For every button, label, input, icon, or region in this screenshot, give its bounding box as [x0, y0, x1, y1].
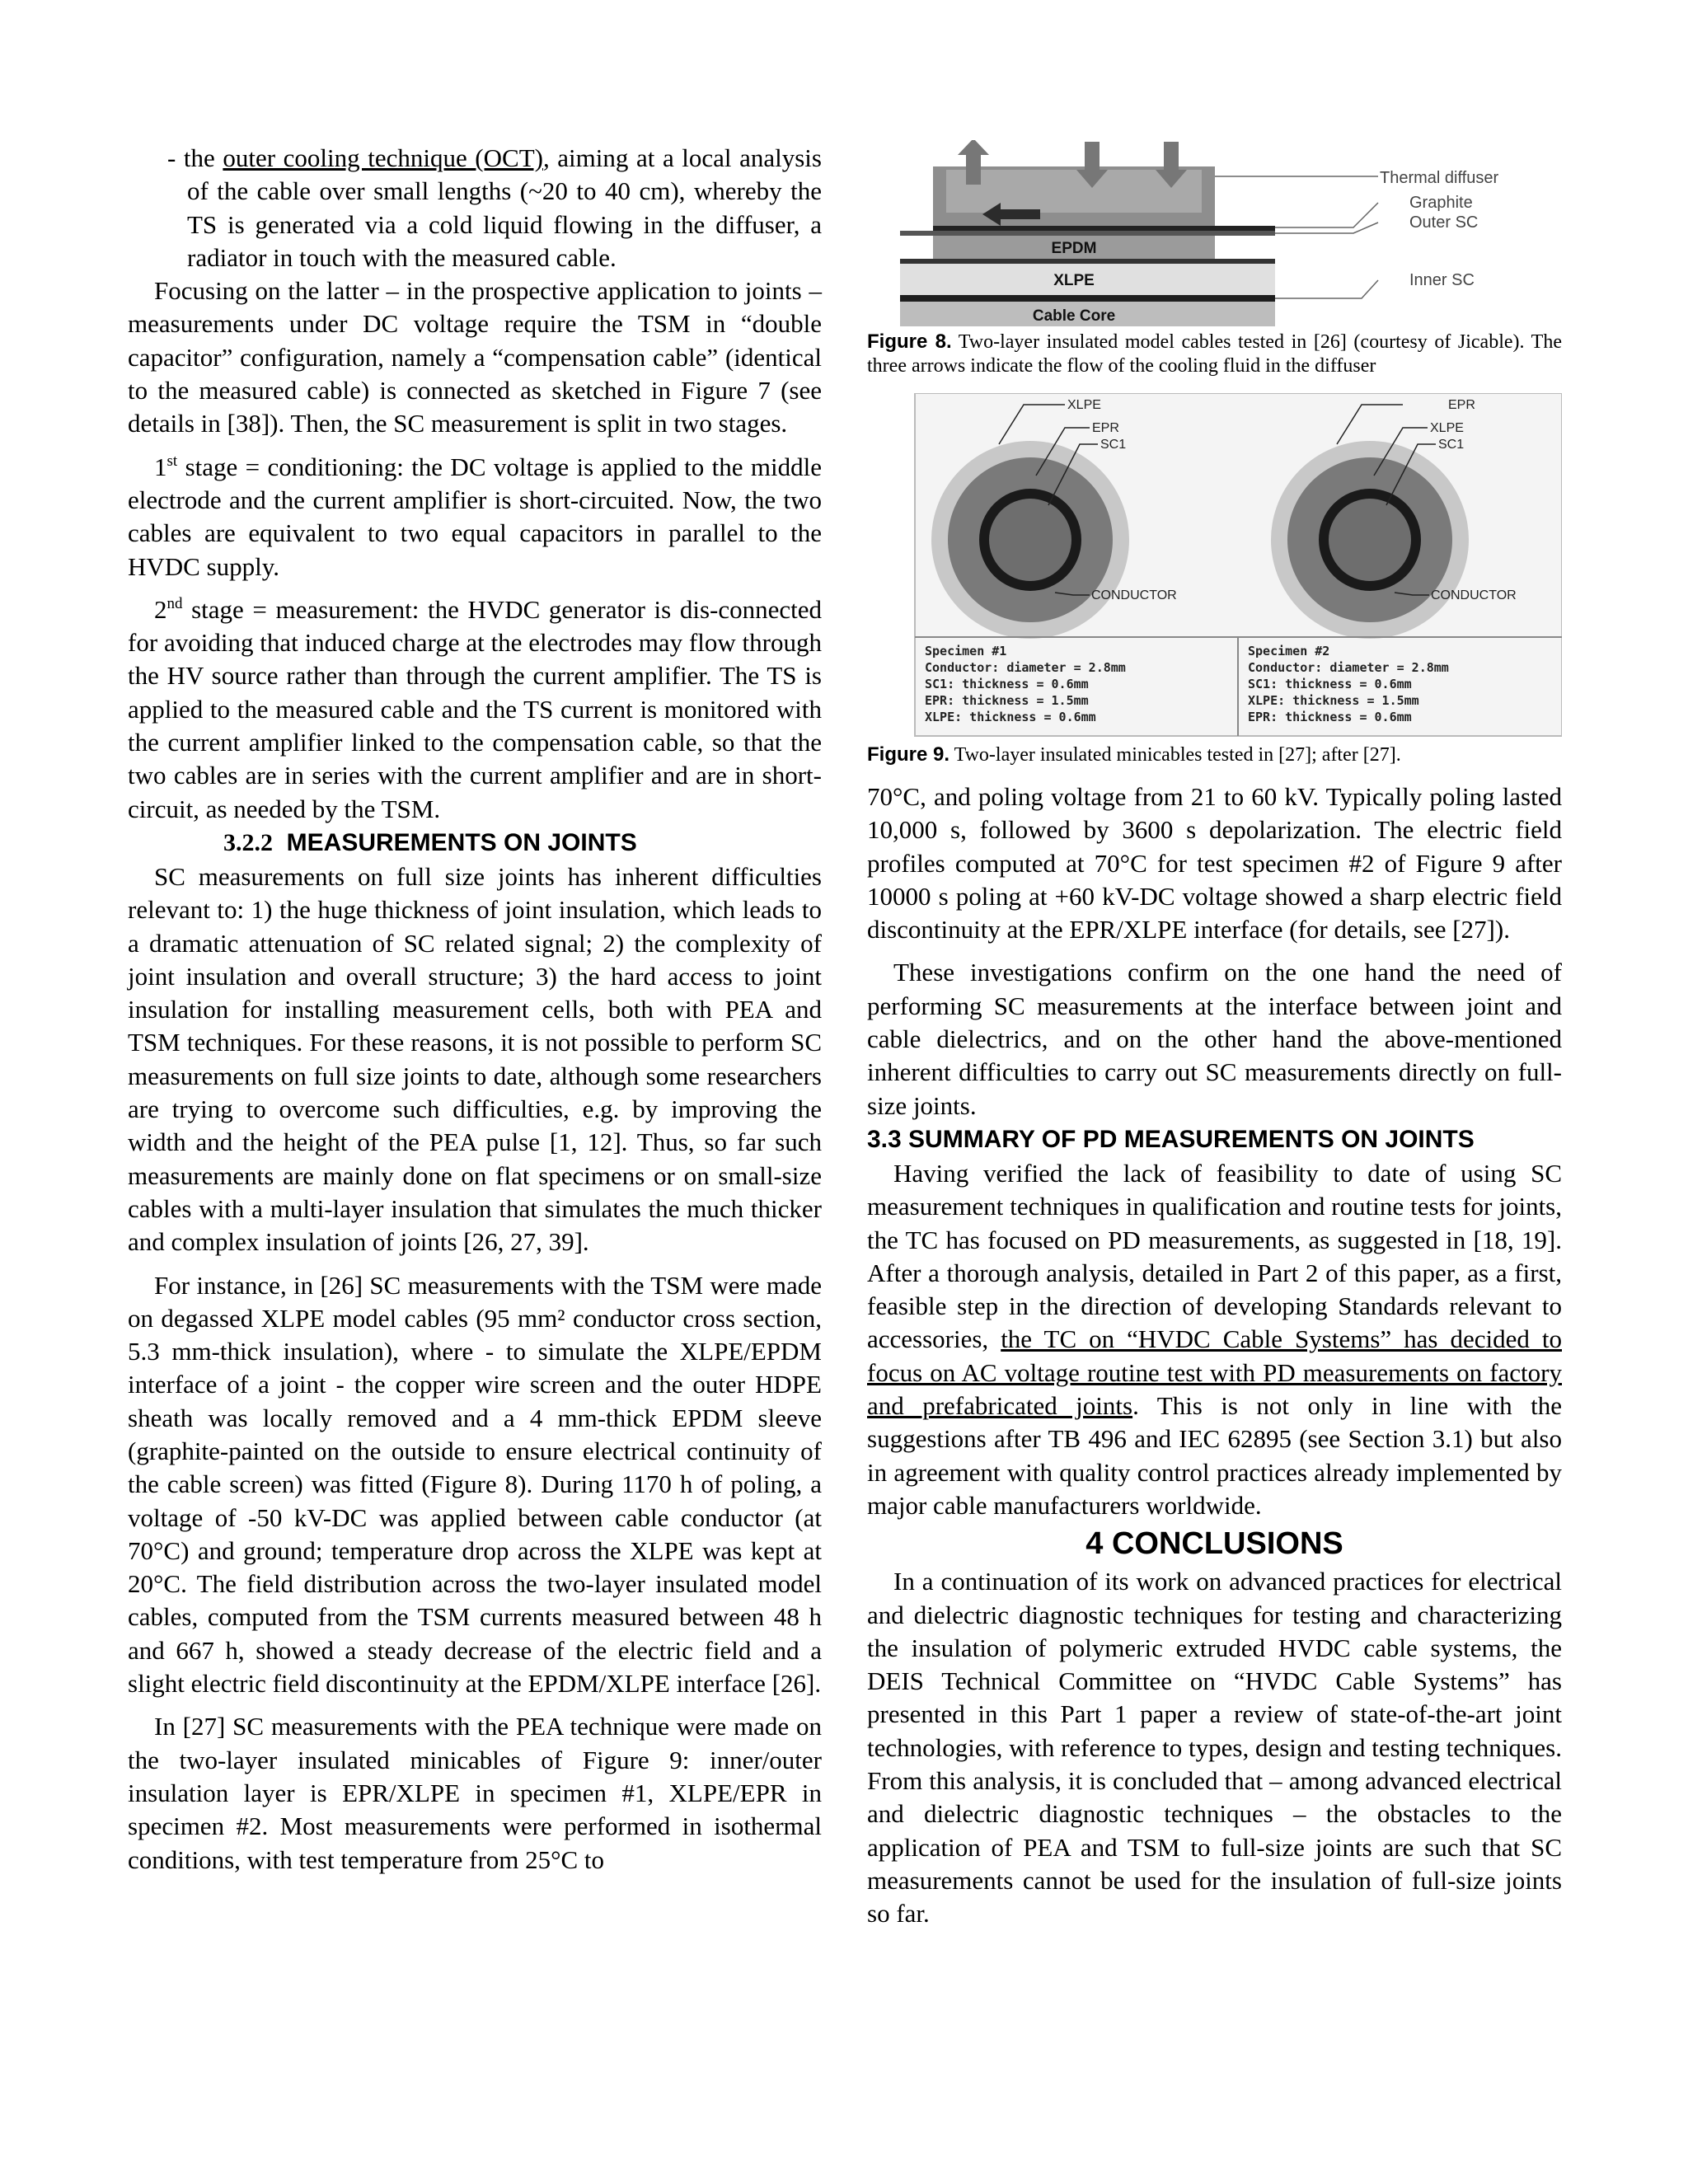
- paragraph-sc-joints: SC measurements on full size joints has inherent difficulties relevant to: 1) the huge thickness of joint insulation, which leads to a dramatic attenuation of SC related signal; 2) the complexity of joint insulation and overall structure; 3) the hard access to joint insulation for installing measurement cells, both with PEA and TSM techniques. For these reasons, it is not possible to perform SC measurements on full size joints to date, although some researchers are trying to overcome such difficulties, e.g. by improving the width and the height of the PEA pulse [1, 12]. Thus, so far such measurements are mainly done on flat specimens or on small-size cables with a multi-layer insulation that simulates the much thicker and complex insulation of joints [26, 27, 39].: [128, 861, 822, 1257]
- paragraph-instance: For instance, in [26] SC measurements with the TSM were made on degassed XLPE model cables (95 mm² conductor cross section, 5.3 mm-thick insulation), where - to simulate the XLPE/EPDM interface of a joint - the copper wire screen and the outer HDPE sheath was locally removed and a 4 mm-thick EPDM sleeve (graphite-painted on the outside to ensure electrical continuity of the cable screen) was fitted (Figure 8). During 1170 h of poling, a voltage of -50 kV-DC was applied between cable conductor (at 70°C) and ground; temperature drop across the XLPE was kept at 20°C. The field distribution across the two-layer insulated model cables, computed from the TSM currents measured between 48 h and 667 h, showed a steady decrease of the electric field and a slight electric field discontinuity at the EPDM/XLPE interface [26].: [128, 1270, 822, 1699]
- specimen1-sc1-label: SC1: [1100, 438, 1127, 452]
- specimen2-xlpe-label: XLPE: [1430, 421, 1464, 435]
- specimen2-epr-label: EPR: [1448, 398, 1475, 412]
- figure-9-caption: Figure 9. Two-layer insulated minicables tested in [27]; after [27].: [867, 743, 1401, 766]
- heading-3-3: 3.3 SUMMARY OF PD MEASUREMENTS ON JOINTS: [867, 1125, 1475, 1153]
- oct-underlined: outer cooling technique (OCT): [223, 143, 543, 172]
- outer-sc-label: Outer SC: [1409, 213, 1479, 232]
- svg-text:EPR: thickness = 1.5mm: EPR: thickness = 1.5mm: [925, 693, 1089, 708]
- heading-3-2-2: 3.2.2 MEASUREMENTS ON JOINTS: [223, 828, 637, 856]
- xlpe-label: XLPE: [1053, 272, 1095, 289]
- paragraph-focusing: Focusing on the latter – in the prospective application to joints – measurements under DC voltage require the TSM in “double capacitor” configuration, namely a “compensation cable” (identical to the measured cable) is connected as sketched in Figure 7 (see details in [38]). Then, the SC measurement is split in two stages.: [128, 276, 822, 438]
- specimen1-xlpe-label: XLPE: [1067, 398, 1101, 412]
- specimen1-conductor-label: CONDUCTOR: [1091, 588, 1177, 602]
- specimen2-conductor-label: CONDUCTOR: [1431, 588, 1517, 602]
- svg-text:XLPE: thickness = 1.5mm: XLPE: thickness = 1.5mm: [1248, 693, 1419, 708]
- paragraph-stage2: 2nd stage = measurement: the HVDC generator is dis-connected for avoiding that induced charge at the electrodes may flow through the HV source rather than through the current amplifier. The TS is applied to the measured cable and the TS current is monitored with the current amplifier linked to the compensation cable, so that the two cables are in series with the current amplifier and are in short-circuit, as needed by the TSM.: [128, 594, 822, 823]
- specimen1-conductor: [989, 499, 1071, 581]
- right-column: [867, 142, 1562, 1931]
- oct-bullet: - the outer cooling technique (OCT), aiming at a local analysis of the cable over small lengths (~20 to 40 cm), whereby the TS is generated via a cold liquid flowing in the diffuser, a radiator in touch with the measured cable.: [167, 143, 822, 272]
- summary-underlined: the TC on “HVDC Cable Systems” has decided to focus on AC voltage routine test with PD measurements on factory and prefabricated joints: [867, 1324, 1562, 1421]
- svg-text:SC1: thickness = 0.6mm: SC1: thickness = 0.6mm: [1248, 677, 1412, 691]
- outer-sc-layer: [900, 231, 1275, 236]
- graphite-layer: [933, 226, 1275, 231]
- left-column: [128, 142, 822, 1877]
- figure-8-caption: Figure 8. Two-layer insulated model cables tested in [26] (courtesy of Jicable). The three arrows indicate the flow of the cooling fluid in the diffuser: [867, 330, 1562, 377]
- paragraph-stage1: 1st stage = conditioning: the DC voltage is applied to the middle electrode and the current amplifier is short-circuited. Now, the two cables are equivalent to two equal capacitors in parallel to the HVDC supply.: [128, 452, 822, 581]
- svg-text:SC1: thickness = 0.6mm: SC1: thickness = 0.6mm: [925, 677, 1089, 691]
- inner-sc-layer: [900, 295, 1275, 302]
- paragraph-continued: 70°C, and poling voltage from 21 to 60 kV. Typically poling lasted 10,000 s, followed by 3600 s depolarization. The electric field profiles computed at 70°C for test specimen #2 of Figure 9 after 10000 s poling at +60 kV-DC voltage showed a sharp electric field discontinuity at the EPR/XLPE interface (for details, see [27]).: [867, 782, 1562, 944]
- paragraph-investigations: These investigations confirm on the one hand the need of performing SC measurements at the interface between joint and cable dielectrics, and on the other hand the above-mentioned inherent difficulties to carry out SC measurements directly on full-size joints.: [867, 958, 1562, 1120]
- specimen1-epr-label: EPR: [1092, 421, 1119, 435]
- heading-4-conclusions: 4 CONCLUSIONS: [1085, 1526, 1343, 1562]
- specimen2-sc1-label: SC1: [1438, 438, 1465, 452]
- epdm-label: EPDM: [1051, 240, 1097, 257]
- cable-core-label: Cable Core: [1032, 307, 1116, 325]
- thermal-diffuser-label: Thermal diffuser: [1380, 169, 1499, 187]
- specimen2-conductor: [1329, 499, 1411, 581]
- paragraph-ref27: In [27] SC measurements with the PEA technique were made on the two-layer insulated minicables of Figure 9: inner/outer insulation layer is EPR/XLPE in specimen #1, XLPE/EPR in specimen #2. Most measurements were performed in isothermal conditions, with test temperature from 25°C to: [128, 1712, 822, 1874]
- paragraph-conclusions: In a continuation of its work on advanced practices for electrical and dielectric diagnostic techniques for testing and characterizing the insulation of polymeric extruded HVDC cable systems, the DEIS Technical Committee on “HVDC Cable Systems” has presented in this Part 1 paper a review of state-of-the-art joint technologies, with reference to types, design and testing techniques. From this analysis, it is concluded that – among advanced electrical and dielectric diagnostic techniques – the obstacles to the application of PEA and TSM to full-size joints are such that SC measurements cannot be used for the insulation of full-size joints so far.: [867, 1567, 1562, 1929]
- figure-9: [867, 393, 1562, 739]
- paragraph-summary: Having verified the lack of feasibility to date of using SC measurement techniques in qualification and routine tests for joints, the TC has focused on PD measurements, as suggested in [18, 19]. After a thorough analysis, detailed in Part 2 of this paper, as a first, feasible step in the direction of developing Standards relevant to accessories, the TC on “HVDC Cable Systems” has decided to focus on AC voltage routine test with PD measurements on factory and prefabricated joints. This is not only in line with the suggestions after TB 496 and IEC 62895 (see Section 3.1) but also in agreement with quality control practices already implemented by major cable manufacturers worldwide.: [867, 1158, 1563, 1520]
- inner-sc-label: Inner SC: [1409, 271, 1475, 289]
- graphite-label: Graphite: [1409, 194, 1473, 212]
- svg-text:EPR: thickness = 0.6mm: EPR: thickness = 0.6mm: [1248, 710, 1412, 724]
- svg-text:Conductor: diameter = 2.8mm: Conductor: diameter = 2.8mm: [1248, 660, 1449, 675]
- figure-8: [867, 140, 1562, 328]
- svg-text:Conductor: diameter = 2.8mm: Conductor: diameter = 2.8mm: [925, 660, 1126, 675]
- arrow-up-icon: [958, 140, 989, 155]
- specimen2-title: Specimen #2: [1248, 644, 1330, 658]
- specimen1-title: Specimen #1: [925, 644, 1007, 658]
- svg-text:XLPE: thickness = 0.6mm: XLPE: thickness = 0.6mm: [925, 710, 1096, 724]
